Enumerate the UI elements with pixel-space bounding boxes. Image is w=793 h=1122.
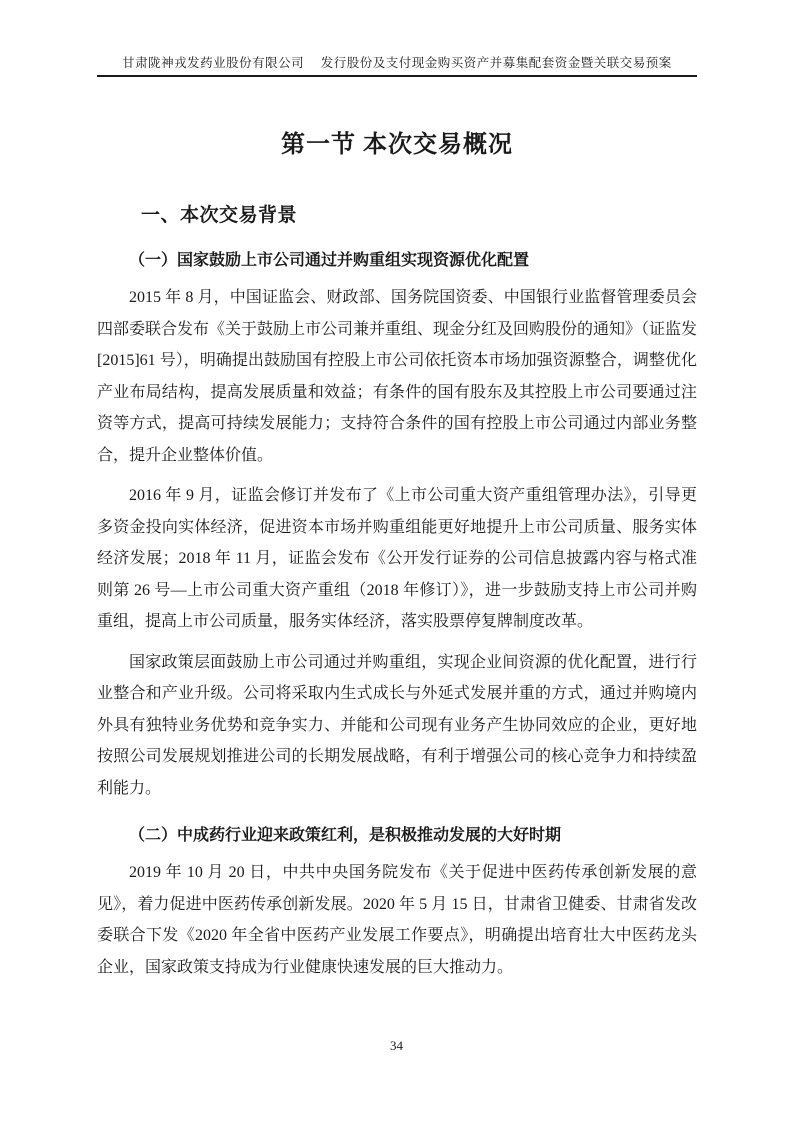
page-number: 34 [390, 1038, 403, 1053]
subsection-2-heading: （二）中成药行业迎来政策红利，是积极推动发展的大好时期 [129, 827, 562, 844]
paragraph-policy-summary: 国家政策层面鼓励上市公司通过并购重组，实现企业间资源的优化配置，进行行业整合和产业升级。公司将采取内生式成长与外延式发展并重的方式，通过并购境内外具有独特业务优势和竞争实力、并能和公司现有业务产生协同效应的企业，更好地按照公司发展规划推进公司的长期发展战略，有利于增强公司的核心竞争力和持续盈利能力。 [97, 653, 697, 797]
section-heading: 一、本次交易背景 [141, 205, 298, 226]
page-header [97, 54, 697, 77]
header-text: 甘肃陇神戎发药业股份有限公司 发行股份及支付现金购买资产并募集配套资金暨关联交易预案 [122, 56, 672, 70]
paragraph-tcm-policy: 2019 年 10 月 20 日，中共中央国务院发布《关于促进中医药传承创新发展的意见》，着力促进中医药传承创新发展。2020 年 5 月 15 日，甘肃省卫健委、甘肃省发改委联合下发《2020 年全省中医药产业发展工作要点》，明确提出培育壮大中医药龙头企业，国家政策支持成为行业健康快速发展的巨大推动力。 [97, 864, 697, 976]
page-footer [0, 1037, 793, 1055]
page-title: 第一节 本次交易概况 [281, 132, 513, 158]
subsection-1-heading: （一）国家鼓励上市公司通过并购重组实现资源优化配置 [129, 252, 530, 269]
document-body [97, 77, 697, 983]
paragraph-policy-2015: 2015 年 8 月，中国证监会、财政部、国务院国资委、中国银行业监督管理委员会四部委联合发布《关于鼓励上市公司兼并重组、现金分红及回购股份的通知》（证监发[2015]61 号），明确提出鼓励国有控股上市公司依托资本市场加强资源整合，调整优化产业布局结构，提高发展质量和效益；有条件的国有股东及其控股上市公司要通过注资等方式，提高可持续发展能力；支持符合条件的国有控股上市公司通过内部业务整合，提升企业整体价值。 [97, 289, 698, 464]
paragraph-policy-2016-2018: 2016 年 9 月，证监会修订并发布了《上市公司重大资产重组管理办法》，引导更多资金投向实体经济，促进资本市场并购重组能更好地提升上市公司质量、服务实体经济发展；2018 年 11 月，证监会发布《公开发行证券的公司信息披露内容与格式准则第 26 号—上市公司重大资产重组（2018 年修订）》，进一步鼓励支持上市公司并购重组，提高上市公司质量，服务实体经济，落实股票停复牌制度改革。 [97, 487, 697, 630]
